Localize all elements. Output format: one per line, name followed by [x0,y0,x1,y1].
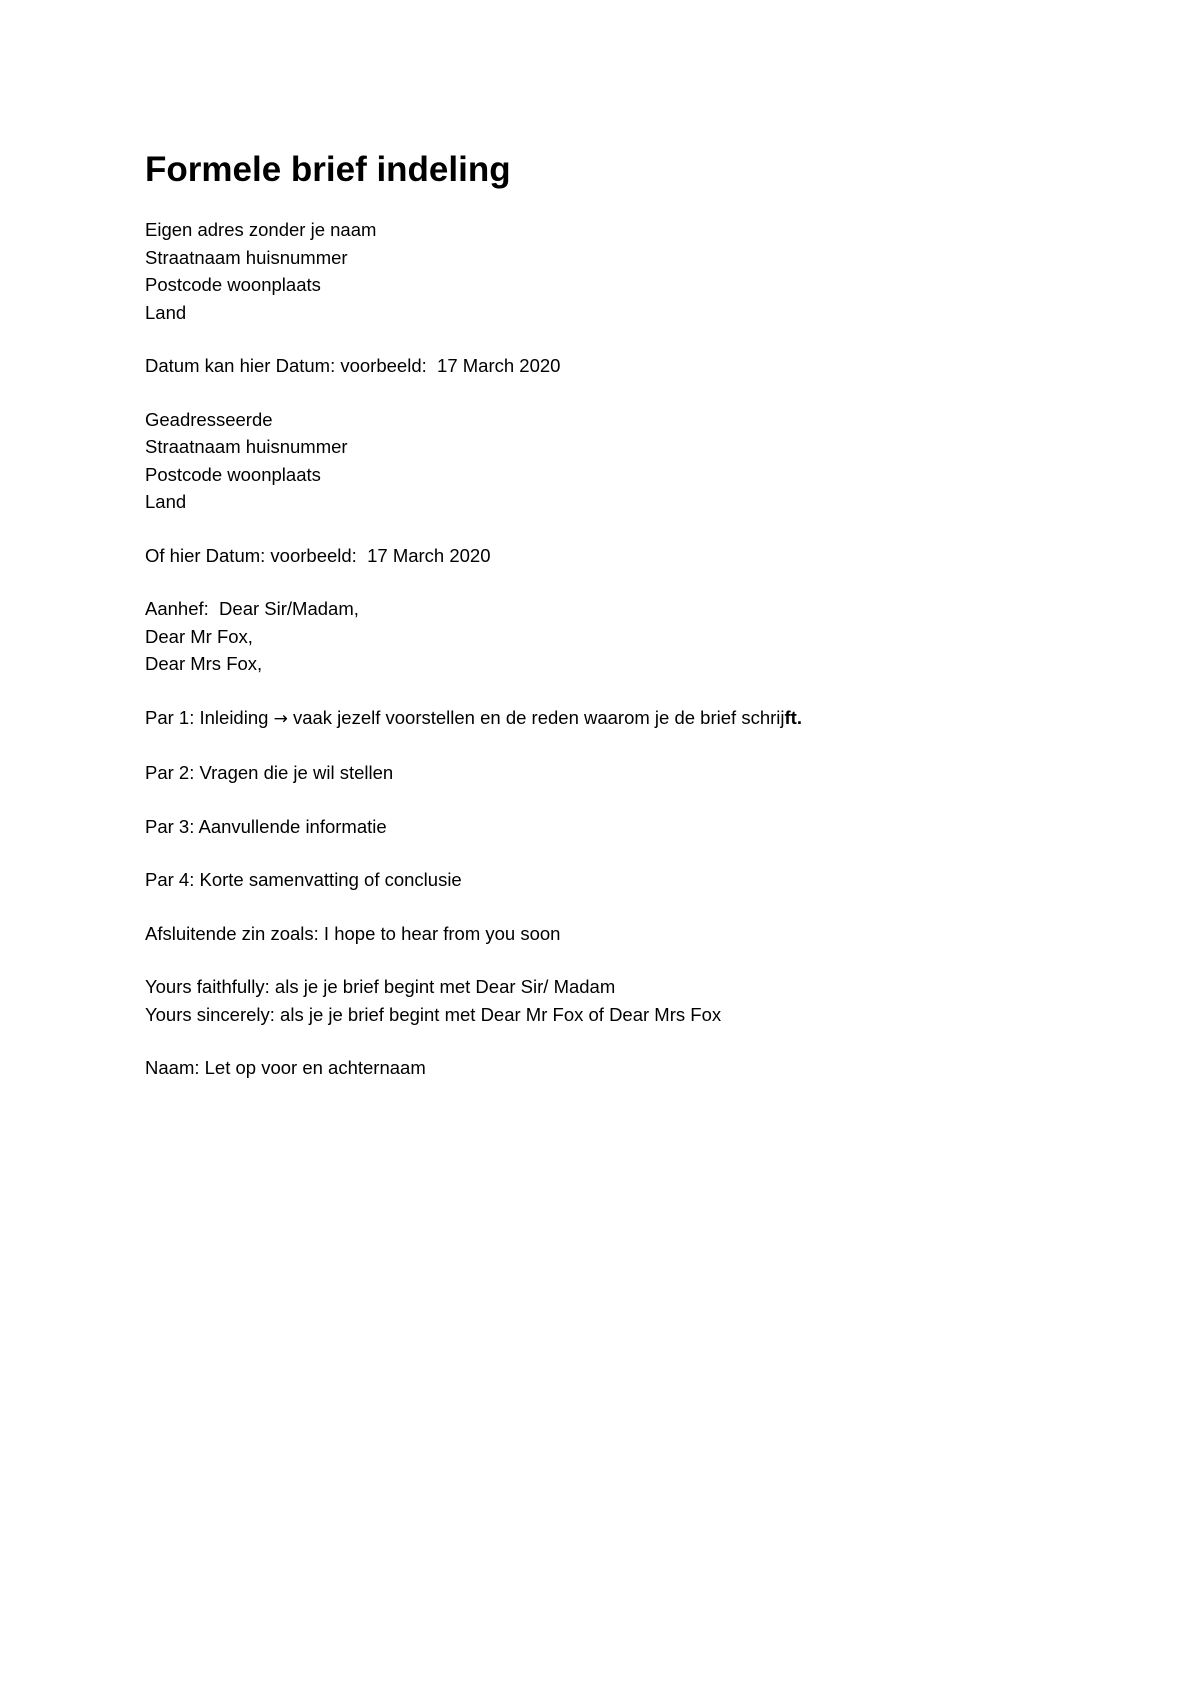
paragraph-1 [145,704,1105,734]
paragraph-4 [145,866,1105,894]
salutation-line: Dear Mr Fox, [145,625,253,647]
addressee-address-line: Postcode woonplaats [145,463,321,485]
date-line: Datum kan hier Datum: voorbeeld: 17 March 2020 [145,355,561,376]
paragraph-2 [145,759,1105,787]
closing-sentence [145,920,1105,948]
addressee-address-line: Geadresseerde [145,408,273,430]
sender-address [145,216,1105,326]
date-option-2 [145,542,1105,570]
sender-address-line: Straatnaam huisnummer [145,246,348,268]
sign-off-line: Yours faithfully: als je je brief begint met Dear Sir/ Madam [145,976,616,997]
arrow-right-icon: → [273,708,288,729]
paragraph-1-tail: ft. [784,706,802,728]
name-note [145,1054,1105,1082]
addressee-address-line: Land [145,491,187,512]
page-title: Formele brief indeling [145,150,511,189]
sender-address-line: Postcode woonplaats [145,274,321,295]
salutation-line: Aanhef: Dear Sir/Madam, [145,598,359,619]
sign-off-line: Yours sincerely: als je je brief begint met Dear Mr Fox of Dear Mrs Fox [145,1003,722,1025]
salutation-line: Dear Mrs Fox, [145,653,263,674]
sign-offs [145,973,1105,1028]
paragraph-1-prefix: Par 1: Inleiding [145,706,274,728]
paragraph-1-line [145,704,1105,734]
paragraph-1-text: vaak jezelf voorstellen en de reden waarom je de brief schrij [287,706,785,728]
closing-sentence-line: Afsluitende zin zoals: I hope to hear from you soon [145,922,561,944]
date-option-1 [145,352,1105,380]
paragraph-4-line: Par 4: Korte samenvatting of conclusie [145,869,462,890]
addressee-address [145,406,1105,516]
paragraph-3 [145,813,1105,841]
document-content [145,148,1105,1108]
paragraph-3-line: Par 3: Aanvullende informatie [145,815,387,837]
salutation [145,595,1105,678]
addressee-address-line: Straatnaam huisnummer [145,436,348,457]
name-note-line: Naam: Let op voor en achternaam [145,1057,426,1078]
date-line: Of hier Datum: voorbeeld: 17 March 2020 [145,544,491,566]
sender-address-line: Land [145,301,187,323]
sender-address-line: Eigen adres zonder je naam [145,219,377,240]
paragraph-2-line: Par 2: Vragen die je wil stellen [145,762,394,783]
